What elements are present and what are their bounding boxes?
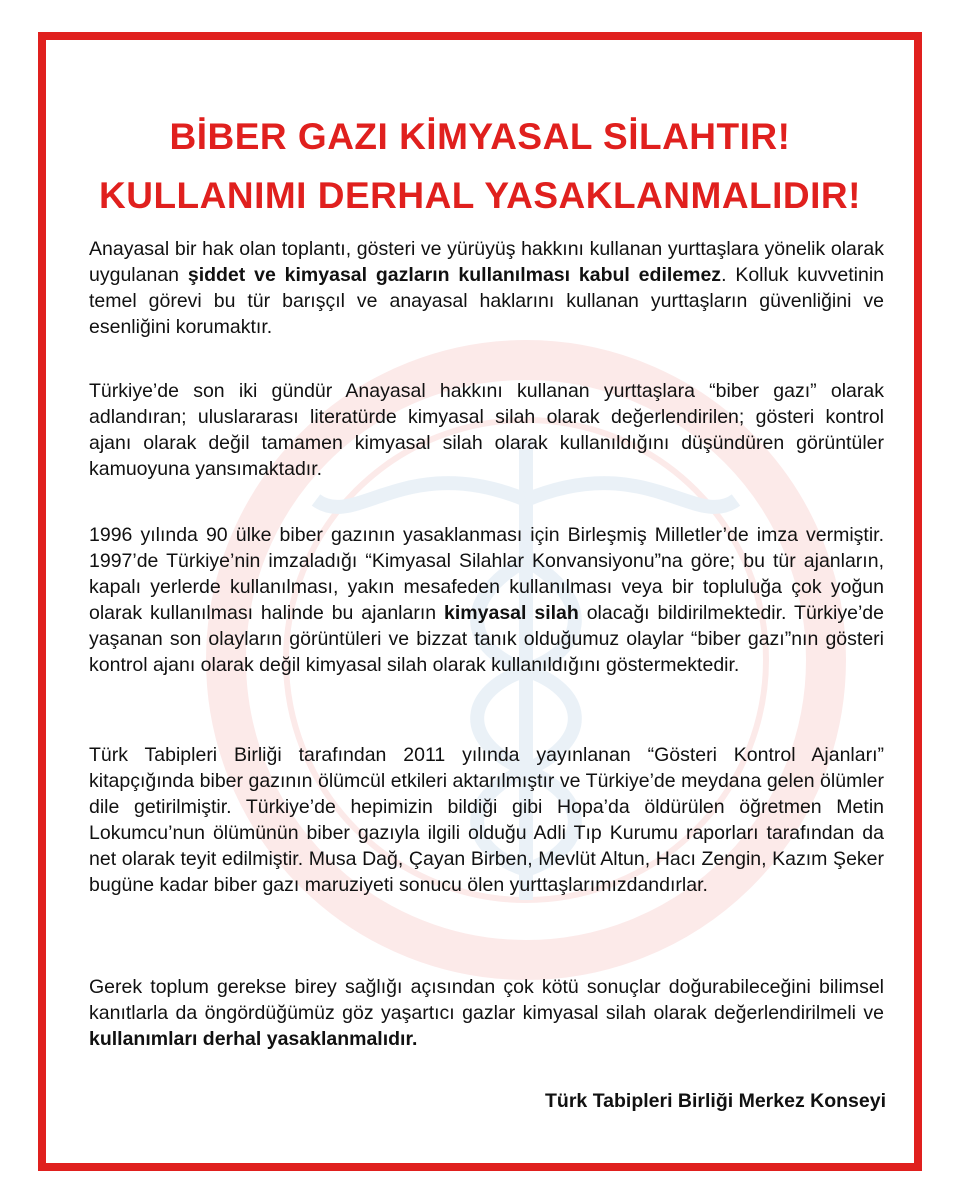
paragraph-4: [89, 742, 884, 898]
paragraph-2-text: Türkiye’de son iki gündür Anayasal hakkını kullanan yurttaşlara “biber gazı” olarak adlandıran; uluslararası literatürde kimyasal silah olarak değerlendirilen; gösteri kontrol ajanı olarak değil tamamen kimyasal silah olarak kullanıldığını düşündüren görüntüler kamuoyuna yansımaktadır.: [89, 380, 884, 480]
paragraph-3-text-a: 1996 yılında 90 ülke biber gazının yasaklanması için Birleşmiş Milletler’de imza vermiştir. 1997’de Türkiye’nin imzaladığı “Kimyasal Silahlar Konvansiyonu”na göre; bu tür ajanların, kapalı yerlerde kullanılması, yakın mesafeden kullanılması veya bir topluluğa çok yoğun olarak kullanılması halinde bu ajanların: [89, 524, 884, 624]
paragraph-1-bold: şiddet ve kimyasal gazların kullanılması kabul edilemez: [187, 264, 722, 286]
paragraph-3-bold: kimyasal silah: [444, 602, 579, 624]
paragraph-1-text-b: . Kolluk kuvvetinin temel görevi bu tür barışçıl ve anayasal haklarını kullanan yurttaşların güvenliğini ve esenliğini korumaktır.: [89, 264, 884, 338]
signature: Türk Tabipleri Birliği Merkez Konseyi: [545, 1090, 886, 1112]
paragraph-1-text-a: Anayasal bir hak olan toplantı, gösteri ve yürüyüş hakkını kullanan yurttaşlara yönelik olarak uygulanan: [89, 238, 884, 286]
paragraph-3-text-b: olacağı bildirilmektedir. Türkiye’de yaşanan son olayların görüntüleri ve bizzat tanık olduğumuz olaylar “biber gazı”nın gösteri kontrol ajanı olarak değil kimyasal silah olarak kullanıldığını göstermektedir.: [89, 602, 884, 676]
page-frame: [38, 32, 922, 1171]
title-line-1: BİBER GAZI KİMYASAL SİLAHTIR!: [169, 116, 791, 157]
paragraph-5-bold: kullanımları derhal yasaklanmalıdır.: [89, 1028, 418, 1050]
paragraph-4-text: Türk Tabipleri Birliği tarafından 2011 yılında yayınlanan “Gösteri Kontrol Ajanları” kitapçığında biber gazının ölümcül etkileri aktarılmıştır ve Türkiye’de meydana gelen ölümler dile getirilmiştir. Türkiye’de hepimizin bildiği gibi Hopa’da öldürülen öğretmen Metin Lokumcu’nun ölümünün biber gazıyla ilgili olduğu Adli Tıp Kurumu raporları tarafından da net olarak teyit edilmiştir. Musa Dağ, Çayan Birben, Mevlüt Altun, Hacı Zengin, Kazım Şeker bugüne kadar biber gazı maruziyeti sonucu ölen yurttaşlarımızdandırlar.: [89, 744, 884, 896]
paragraph-5: [89, 974, 884, 1052]
paragraph-2: [89, 378, 884, 482]
title-line-2: KULLANIMI DERHAL YASAKLANMALIDIR!: [99, 175, 861, 216]
paragraph-1: [89, 236, 884, 340]
paragraph-5-text: Gerek toplum gerekse birey sağlığı açısından çok kötü sonuçlar doğurabileceğini bilimsel kanıtlarla da öngördüğümüz göz yaşartıcı gazlar kimyasal silah olarak değerlendirilmeli ve: [89, 976, 884, 1024]
paragraph-3: [89, 522, 884, 678]
